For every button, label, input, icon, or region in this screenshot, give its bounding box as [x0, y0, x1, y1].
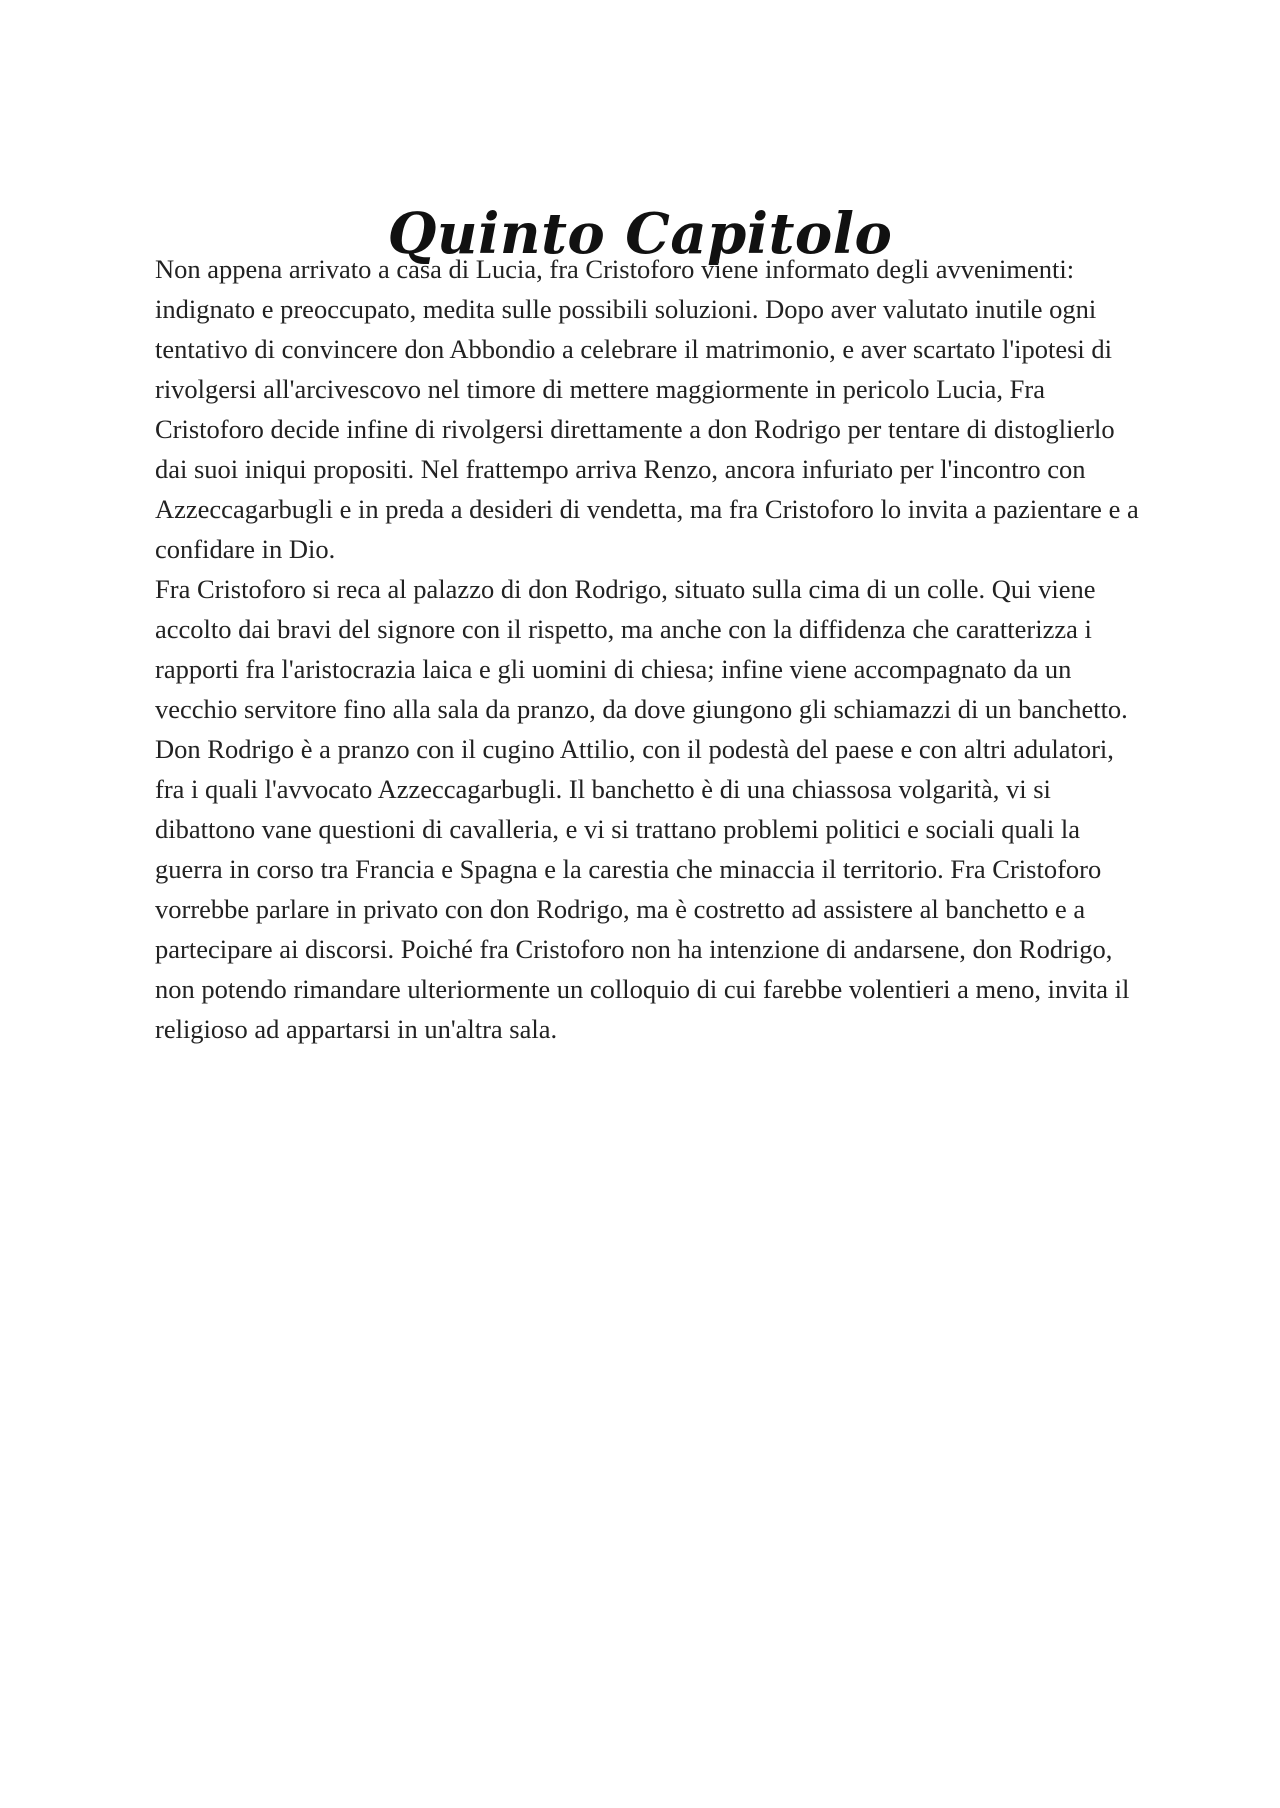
document-title: Quinto Capitolo	[387, 200, 893, 267]
paragraph: Non appena arrivato a casa di Lucia, fra Cristoforo viene informato degli avvenimenti: indignato e preoccupato, medita sulle possibili soluzioni. Dopo aver valutato inutile ogni tentativo di convincere don Abbondio a celebrare il matrimonio, e aver scartato l'ipotesi di rivolgersi all'arcivescovo nel timore di mettere maggiormente in pericolo Lucia, Fra Cristoforo decide infine di rivolgersi direttamente a don Rodrigo per tentare di distoglierlo dai suoi iniqui propositi. Nel frattempo arriva Renzo, ancora infuriato per l'incontro con Azzeccagarbugli e in preda a desideri di vendetta, ma fra Cristoforo lo invita a pazientare e a confidare in Dio.	[155, 254, 1139, 564]
paragraph: Don Rodrigo è a pranzo con il cugino Attilio, con il podestà del paese e con altri adulatori, fra i quali l'avvocato Azzeccagarbugli. Il banchetto è di una chiassosa volgarità, vi si dibattono vane questioni di cavalleria, e vi si trattano problemi politici e sociali quali la guerra in corso tra Francia e Spagna e la carestia che minaccia il territorio. Fra Cristoforo vorrebbe parlare in privato con don Rodrigo, ma è costretto ad assistere al banchetto e a partecipare ai discorsi. Poiché fra Cristoforo non ha intenzione di andarsene, don Rodrigo, non potendo rimandare ulteriormente un colloquio di cui farebbe volentieri a meno, invita il religioso ad appartarsi in un'altra sala.	[155, 734, 1130, 1044]
document-body	[155, 249, 1145, 1049]
paragraph: Fra Cristoforo si reca al palazzo di don Rodrigo, situato sulla cima di un colle. Qui viene accolto dai bravi del signore con il rispetto, ma anche con la diffidenza che caratterizza i rapporti fra l'aristocrazia laica e gli uomini di chiesa; infine viene accompagnato da un vecchio servitore fino alla sala da pranzo, da dove giungono gli schiamazzi di un banchetto.	[155, 574, 1128, 724]
